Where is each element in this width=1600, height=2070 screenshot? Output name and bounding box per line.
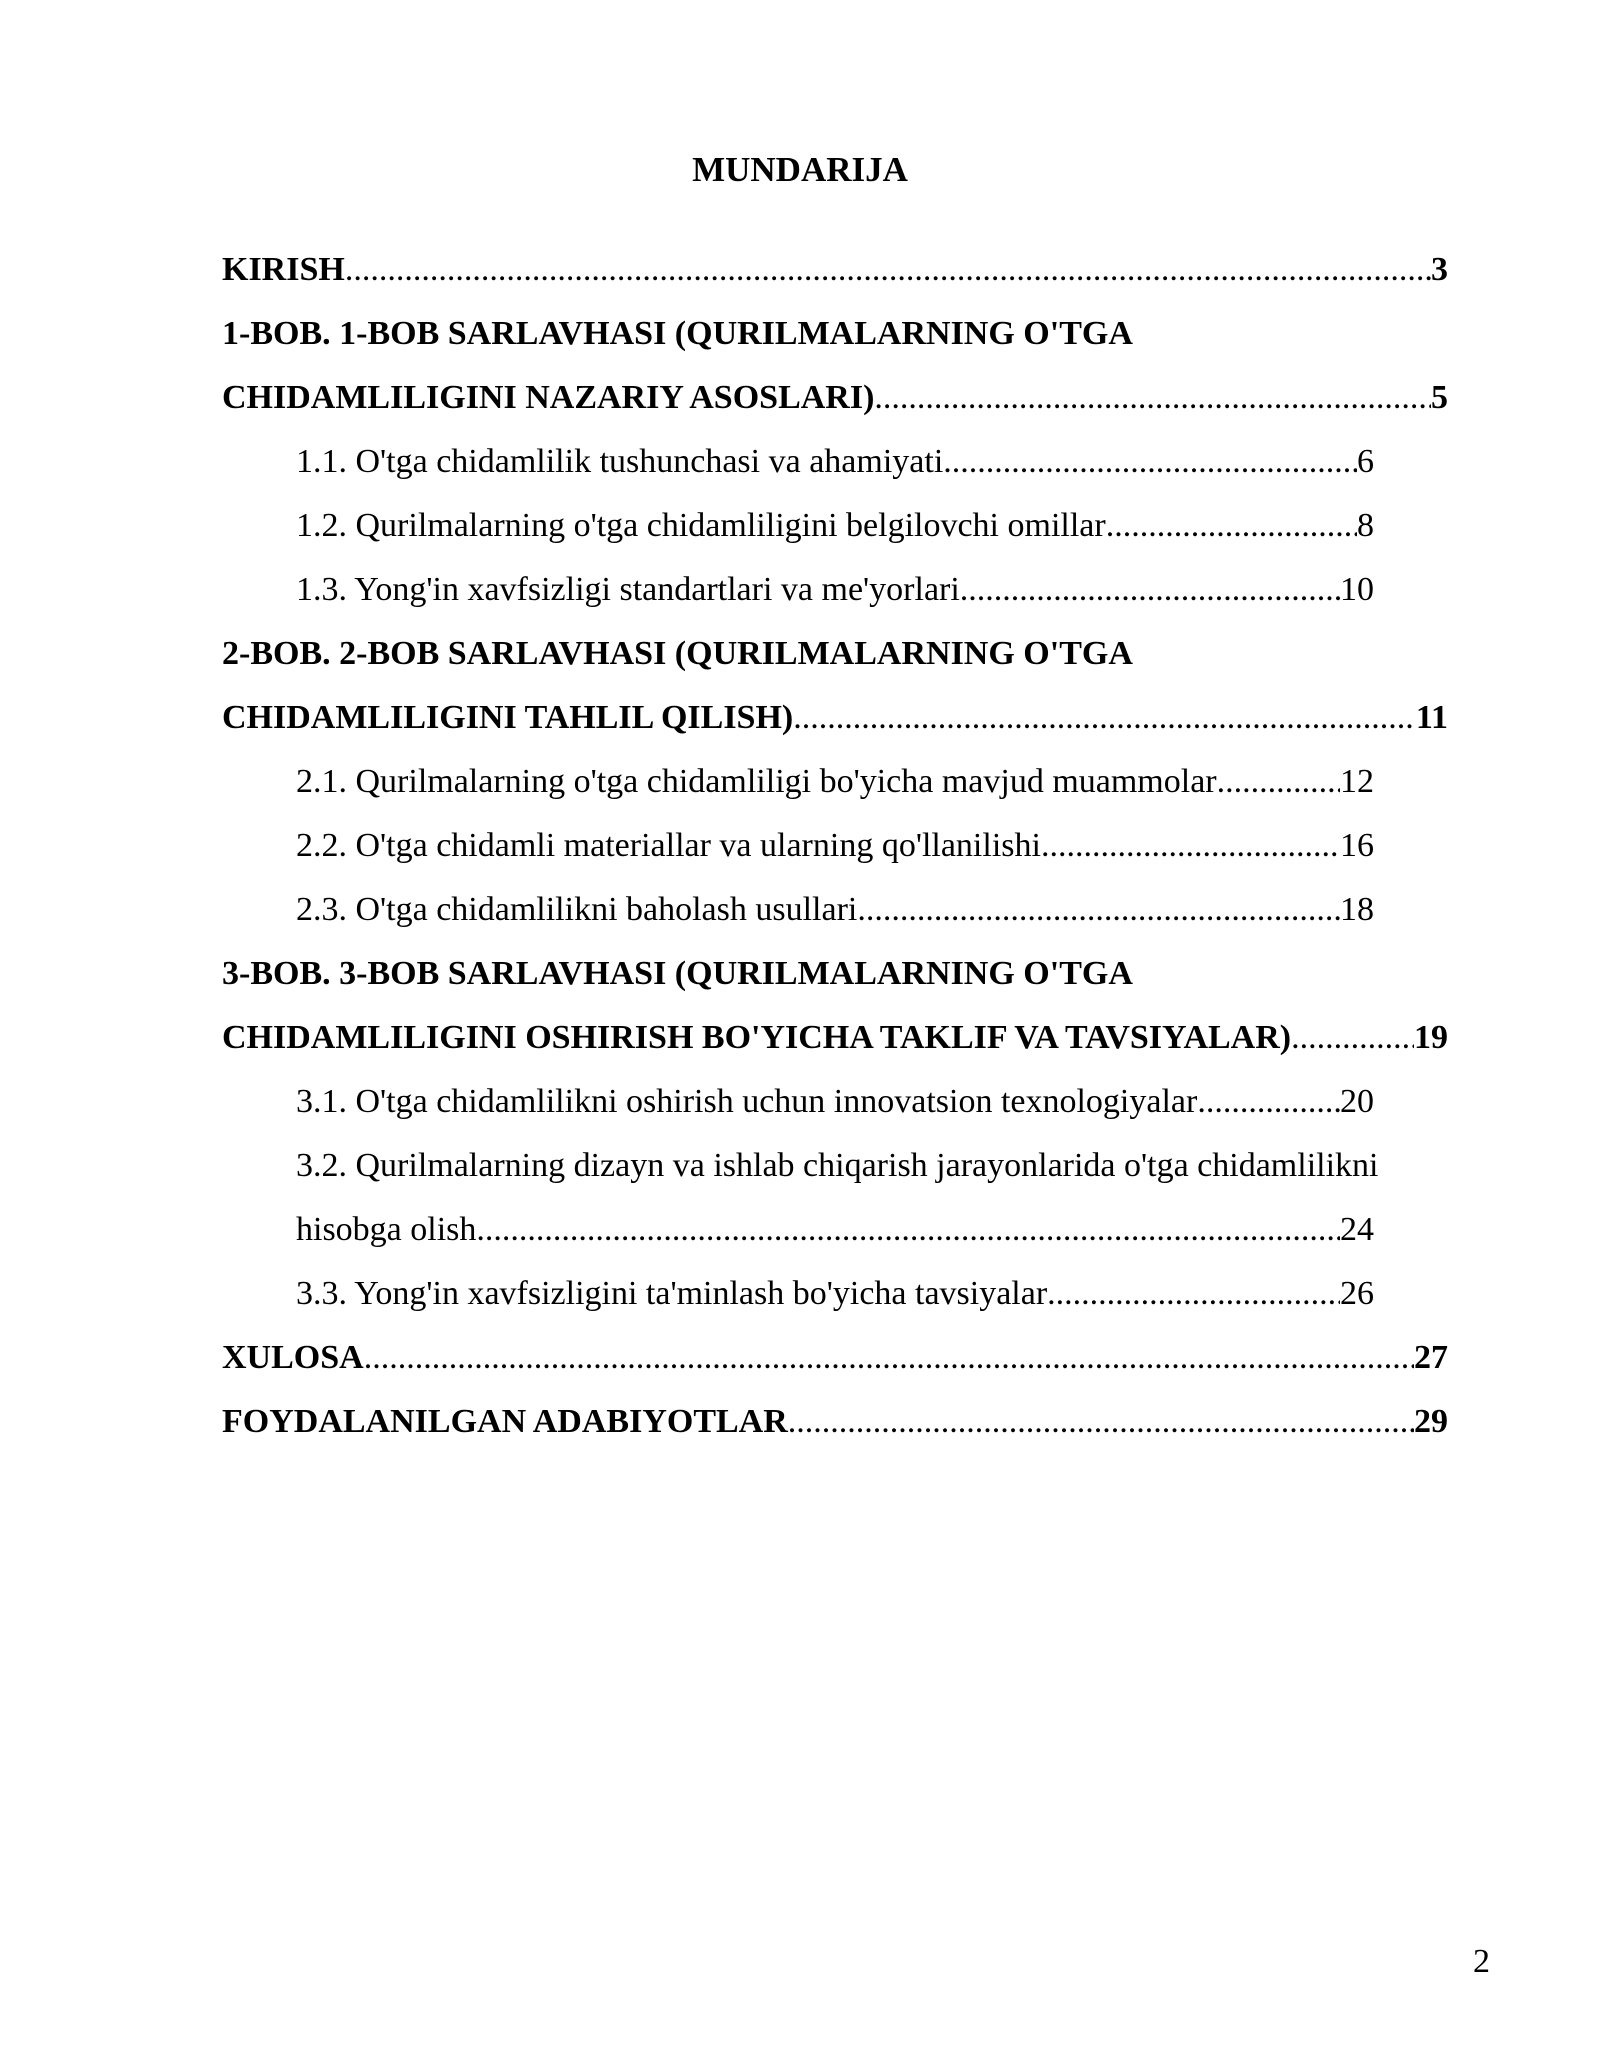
- toc-entry-label: KIRISH: [222, 251, 345, 288]
- toc-entry-page-number: 3: [1431, 251, 1448, 288]
- toc-dot-leader: [960, 558, 1340, 622]
- toc-entry-page-number: 29: [1414, 1403, 1448, 1440]
- toc-dot-leader: [1106, 494, 1357, 558]
- toc-dot-leader: [788, 1390, 1414, 1454]
- toc-entry[interactable]: [296, 814, 1374, 878]
- toc-entry-page-number: 27: [1414, 1339, 1448, 1376]
- toc-entry-page-number: 24: [1340, 1211, 1374, 1248]
- toc-entry-label: CHIDAMLILIGINI OSHIRISH BO'YICHA TAKLIF VA TAVSIYALAR): [222, 1019, 1292, 1056]
- toc-entry-line: 3-BOB. 3-BOB SARLAVHASI (QURILMALARNING O'TGA: [222, 955, 1133, 992]
- toc-entry[interactable]: [222, 366, 1448, 430]
- toc-entry[interactable]: [296, 430, 1374, 494]
- toc-entry[interactable]: [296, 1070, 1374, 1134]
- toc-dot-leader: [1041, 814, 1340, 878]
- toc-dot-leader: [857, 878, 1340, 942]
- toc-entry[interactable]: [222, 238, 1448, 302]
- toc-dot-leader: [364, 1326, 1414, 1390]
- toc-entry-line: 3.2. Qurilmalarning dizayn va ishlab chiqarish jarayonlarida o'tga chidamlilikni: [296, 1147, 1379, 1184]
- table-of-contents: [222, 238, 1448, 1454]
- toc-entry[interactable]: [222, 686, 1448, 750]
- toc-entry[interactable]: [296, 494, 1374, 558]
- toc-entry-label: 1.3. Yong'in xavfsizligi standartlari va me'yorlari: [296, 571, 960, 608]
- toc-dot-leader: [1047, 1262, 1340, 1326]
- toc-entry[interactable]: [222, 1326, 1448, 1390]
- page-number: 2: [1473, 1943, 1490, 1980]
- toc-entry-page-number: 8: [1357, 507, 1374, 544]
- toc-dot-leader: [1217, 750, 1340, 814]
- toc-entry-label: 3.3. Yong'in xavfsizligini ta'minlash bo'yicha tavsiyalar: [296, 1275, 1048, 1312]
- toc-entry-page-number: 20: [1340, 1083, 1374, 1120]
- toc-entry-label: CHIDAMLILIGINI NAZARIY ASOSLARI): [222, 379, 875, 416]
- toc-entry[interactable]: [222, 1006, 1448, 1070]
- toc-entry-label: 2.3. O'tga chidamlilikni baholash usullari: [296, 891, 858, 928]
- toc-entry-page-number: 6: [1357, 443, 1374, 480]
- toc-entry[interactable]: [296, 1198, 1374, 1262]
- toc-entry[interactable]: [296, 878, 1374, 942]
- toc-entry-label: FOYDALANILGAN ADABIYOTLAR: [222, 1403, 788, 1440]
- toc-entry-label: 1.2. Qurilmalarning o'tga chidamliligini belgilovchi omillar: [296, 507, 1106, 544]
- toc-entry[interactable]: [222, 1390, 1448, 1454]
- toc-entry-label: hisobga olish: [296, 1211, 477, 1248]
- toc-entry-line: 1-BOB. 1-BOB SARLAVHASI (QURILMALARNING O'TGA: [222, 315, 1133, 352]
- toc-entry-page-number: 10: [1340, 571, 1374, 608]
- toc-dot-leader: [793, 686, 1416, 750]
- toc-entry-page-number: 19: [1414, 1019, 1448, 1056]
- toc-entry[interactable]: [296, 1262, 1374, 1326]
- toc-entry-label: 2.1. Qurilmalarning o'tga chidamliligi bo'yicha mavjud muammolar: [296, 763, 1217, 800]
- toc-entry-page-number: 11: [1415, 699, 1448, 736]
- toc-entry-label: 3.1. O'tga chidamlilikni oshirish uchun innovatsion texnologiyalar: [296, 1083, 1198, 1120]
- toc-dot-leader: [476, 1198, 1340, 1262]
- toc-entry-label: CHIDAMLILIGINI TAHLIL QILISH): [222, 699, 794, 736]
- toc-entry[interactable]: [296, 558, 1374, 622]
- toc-entry-page-number: 18: [1340, 891, 1374, 928]
- toc-title: MUNDARIJA: [692, 150, 908, 189]
- toc-entry-page-number: 16: [1340, 827, 1374, 864]
- toc-entry[interactable]: [296, 750, 1374, 814]
- toc-dot-leader: [1197, 1070, 1340, 1134]
- toc-entry-label: 1.1. O'tga chidamlilik tushunchasi va ahamiyati: [296, 443, 944, 480]
- toc-entry-label: XULOSA: [222, 1339, 364, 1376]
- toc-entry-page-number: 5: [1431, 379, 1448, 416]
- toc-entry-label: 2.2. O'tga chidamli materiallar va ularning qo'llanilishi: [296, 827, 1041, 864]
- toc-entry-page-number: 12: [1340, 763, 1374, 800]
- toc-dot-leader: [1291, 1006, 1414, 1070]
- toc-dot-leader: [345, 238, 1431, 302]
- toc-entry-page-number: 26: [1340, 1275, 1374, 1312]
- toc-dot-leader: [874, 366, 1431, 430]
- toc-dot-leader: [943, 430, 1357, 494]
- toc-entry-line: 2-BOB. 2-BOB SARLAVHASI (QURILMALARNING O'TGA: [222, 635, 1133, 672]
